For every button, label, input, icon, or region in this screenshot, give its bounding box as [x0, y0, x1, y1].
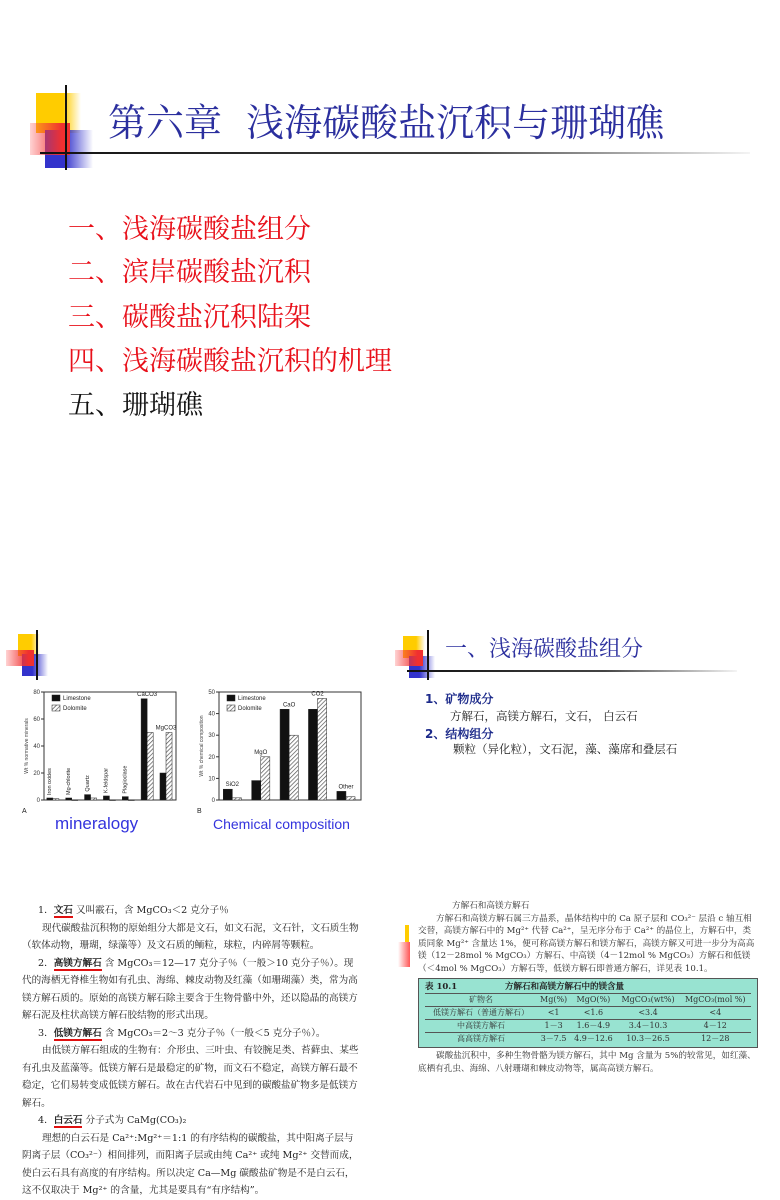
- y-tick-label: 40: [33, 744, 40, 750]
- bar-dolomite: [232, 798, 241, 800]
- y-axis-label: Wt % chemical composition: [199, 715, 205, 777]
- page-title: 第六章 浅海碳酸盐沉积与珊瑚礁: [108, 101, 665, 145]
- term-high-mg-calcite: 高镁方解石: [53, 957, 102, 969]
- table-cell: 10.3－26.5: [617, 1033, 680, 1046]
- legend-swatch: [52, 695, 60, 701]
- bar-limestone: [280, 709, 289, 800]
- y-tick-label: 50: [208, 690, 215, 696]
- section-paragraph: 方解石和高镁方解石属三方晶系，晶体结构中的 Ca 原子层和 CO₃²⁻ 层沿 c 轴互相交替，高镁方解石中的 Mg²⁺ 代替 Ca²⁺，呈无序分布于 Ca²⁺ 的晶位上，方解石中，类质同象 Mg²⁺ 含量达 1%，便可称高镁方解石和镁方解石，高镁方解又可进一步分为高高镁（12－28mol % MgCO₃）方解石、中高镁（4－12mol % MgCO₃）方解石和低镁（＜4mol % MgCO₃）方解石等，低镁方解石即普通方解石，详见表 10.1。: [418, 913, 755, 974]
- term-dolomite: 白云石: [53, 1115, 83, 1126]
- y-axis-label: Wt % normative minerals: [24, 718, 30, 774]
- category-label: Mg-chlorite: [65, 767, 72, 795]
- category-label: K-feldspar: [103, 767, 110, 793]
- table-cell: 4－12: [680, 1020, 751, 1033]
- toc-item-4: 四、浅海碳酸盐沉积的机理: [68, 346, 392, 377]
- table-number: 表 10.1: [425, 982, 458, 992]
- closing-paragraph: 碳酸盐沉积中，多种生物骨骼为镁方解石，其中 Mg 含量为 5%的较常见，如红藻、底栖有孔虫、海绵、八射珊瑚和棘皮动物等，属高高镁方解石。: [418, 1051, 756, 1074]
- bar-dolomite: [346, 797, 355, 800]
- bar-limestone: [66, 798, 72, 800]
- category-label: MgO: [254, 749, 268, 756]
- y-tick-label: 0: [211, 798, 215, 804]
- table-cell: <1.6: [570, 1007, 616, 1020]
- chemical-composition-chart: [195, 686, 365, 816]
- bar-limestone: [122, 797, 128, 800]
- table-cell: 1.6－4.9: [570, 1020, 616, 1033]
- table-cell: <3.4: [617, 1007, 680, 1020]
- legend-label: Limestone: [63, 696, 91, 702]
- legend-swatch: [227, 695, 235, 701]
- y-tick-label: 80: [33, 690, 40, 696]
- table-cell: 3.4－10.3: [617, 1020, 680, 1033]
- legend-swatch: [227, 705, 235, 711]
- table-row: [425, 1007, 751, 1020]
- legend-label: Limestone: [238, 696, 266, 702]
- legend-label: Dolomite: [63, 706, 87, 712]
- category-label: CaCO3: [137, 691, 158, 698]
- column-header: 矿物名: [425, 994, 537, 1007]
- para-number: 1．: [38, 905, 54, 916]
- para-head: 含 MgCO₃＝2～3 克分子％（一般＜5 克分子％）。: [101, 1027, 326, 1039]
- y-tick-label: 30: [208, 733, 215, 740]
- para-body: 现代碳酸盐沉积物的原始组分大都是文石，如文石泥，文石针，文石质生物（软体动物，珊瑚，绿藻等）及文石质的鲕粒，球粒，内碎屑等颗粒。: [22, 922, 359, 951]
- para-head: 含 MgCO₃＝12—17 克分子％（一般＞10 克分子％）。现代的海栖无脊椎生物如有孔虫、海绵、棘皮动物及红藻（如珊瑚藻）类，常为高镁方解石质的。原始的高镁方解石除主要含于生物骨骼中外，还以隐晶的高镁方解石泥及柱状高镁方解石胶结物的形式出现。: [22, 957, 358, 1021]
- para-body: 理想的白云石是 Ca²⁺:Mg²⁺＝1:1 的有序结构的碳酸盐，其中阳离子层与阴离子层（CO₃²⁻）相间排列，而阳离子层或由纯 Ca²⁺ 或纯 Mg²⁺ 交替而成，使白云石具有高度的有序结构。所以决定 Ca—Mg 碳酸盐矿物是不是白云石，这不仅取决于 Mg²⁺ 的含量，尤其是要具有“有序结构”。: [22, 1132, 359, 1196]
- toc-item-3: 三、碳酸盐沉积陆架: [68, 302, 311, 333]
- bar-limestone: [141, 699, 147, 800]
- panel-label: B: [197, 808, 202, 815]
- term-aragonite: 文石: [53, 905, 73, 916]
- y-tick-label: 20: [208, 754, 215, 761]
- item-texture-label: 2、结构组分: [425, 727, 494, 741]
- bar-limestone: [337, 791, 346, 800]
- category-label: Plagioclase: [122, 765, 129, 794]
- title-underline: [40, 152, 750, 154]
- column-header: MgCO₃(wt%): [617, 994, 680, 1007]
- table: [425, 993, 751, 1045]
- para-body: 由低镁方解石组成的生物有：介形虫、三叶虫、有铰腕足类、苔藓虫、某些有孔虫及蓝藻等。低镁方解石是最稳定的矿物，而文石不稳定，高镁方解石最不稳定，它们易转变成低镁方解石。故在古代岩石中见到的碳酸盐矿物多是低镁方解石。: [22, 1045, 359, 1109]
- bar-dolomite: [289, 735, 298, 800]
- para-number: 4．: [38, 1115, 54, 1126]
- category-label: Iron oxides: [47, 768, 54, 795]
- slide-heading: 一、浅海碳酸盐组分: [445, 637, 644, 662]
- bar-dolomite: [318, 698, 327, 800]
- y-tick-label: 20: [33, 771, 40, 777]
- table-cell: 4.9－12.6: [570, 1033, 616, 1046]
- y-tick-label: 0: [36, 798, 40, 804]
- table-cell: 高高镁方解石: [425, 1033, 537, 1046]
- mineralogy-caption: mineralogy: [55, 814, 139, 833]
- bar-limestone: [160, 773, 166, 800]
- table-cell: 低镁方解石（普通方解石）: [425, 1007, 537, 1020]
- table-cell: 3－7.5: [537, 1033, 570, 1046]
- item-texture-text: 颗粒（异化粒），文石泥，藻、藻席和叠层石: [453, 742, 678, 756]
- table-title: 方解石和高镁方解石中的镁含量: [505, 982, 625, 992]
- bar-limestone: [252, 781, 261, 800]
- table-header-row: [425, 994, 751, 1007]
- bar-dolomite: [261, 757, 270, 800]
- para-number: 2．: [38, 957, 54, 969]
- slide-logo-decoration: [30, 85, 110, 170]
- bar-dolomite: [53, 799, 59, 800]
- column-header: MgO(%): [570, 994, 616, 1007]
- bar-limestone: [103, 796, 109, 800]
- column-header: Mg(%): [537, 994, 570, 1007]
- bar-limestone: [223, 789, 232, 800]
- mineral-description-text: [22, 902, 362, 1200]
- table-row: [425, 1033, 751, 1046]
- para-head: 分子式为 CaMg(CO₃)₂: [82, 1115, 187, 1126]
- y-tick-label: 60: [33, 717, 40, 723]
- slide-logo-decoration: [395, 630, 445, 680]
- bar-limestone: [308, 709, 317, 800]
- para-head: 又叫霰石，含 MgCO₃＜2 克分子％: [72, 905, 229, 916]
- category-label: Quartz: [84, 775, 91, 792]
- bar-dolomite: [91, 798, 97, 800]
- calcite-column: [418, 900, 758, 1075]
- slide-logo-decoration: [6, 630, 51, 680]
- category-label: CO2: [311, 691, 324, 698]
- term-low-mg-calcite: 低镁方解石: [53, 1027, 102, 1039]
- chemical-composition-caption: Chemical composition: [213, 816, 350, 832]
- table-cell: 12－28: [680, 1033, 751, 1046]
- bar-limestone: [85, 795, 91, 800]
- magnesium-content-table: [418, 978, 758, 1048]
- y-tick-label: 40: [208, 711, 215, 718]
- section-heading: 方解石和高镁方解石: [452, 901, 530, 911]
- bar-dolomite: [109, 800, 115, 801]
- para-number: 3．: [38, 1027, 54, 1039]
- y-tick-label: 10: [208, 776, 215, 783]
- item-mineral-label: 1、矿物成分: [425, 692, 494, 706]
- toc-item-5: 五、珊瑚礁: [68, 390, 203, 421]
- toc-item-2: 二、滨岸碳酸盐沉积: [68, 257, 311, 288]
- mineralogy-chart: [20, 686, 180, 816]
- bar-dolomite: [128, 800, 134, 801]
- toc-item-1: 一、浅海碳酸盐组分: [68, 214, 311, 245]
- table-cell: 中高镁方解石: [425, 1020, 537, 1033]
- category-label: MgCO3: [155, 725, 177, 732]
- bar-dolomite: [147, 733, 153, 801]
- table-row: [425, 1020, 751, 1033]
- table-cell: 1－3: [537, 1020, 570, 1033]
- panel-label: A: [22, 808, 27, 815]
- category-label: Other: [338, 784, 354, 791]
- category-label: SiO2: [225, 782, 240, 789]
- column-header: MgCO₃(mol %): [680, 994, 751, 1007]
- legend-label: Dolomite: [238, 706, 262, 712]
- bar-dolomite: [72, 800, 78, 801]
- bar-limestone: [47, 798, 53, 800]
- item-mineral-text: 方解石，高镁方解石，文石， 白云石: [450, 709, 638, 723]
- bar-dolomite: [166, 733, 172, 801]
- category-label: CaO: [282, 702, 296, 709]
- table-cell: <1: [537, 1007, 570, 1020]
- table-cell: <4: [680, 1007, 751, 1020]
- legend-swatch: [52, 705, 60, 711]
